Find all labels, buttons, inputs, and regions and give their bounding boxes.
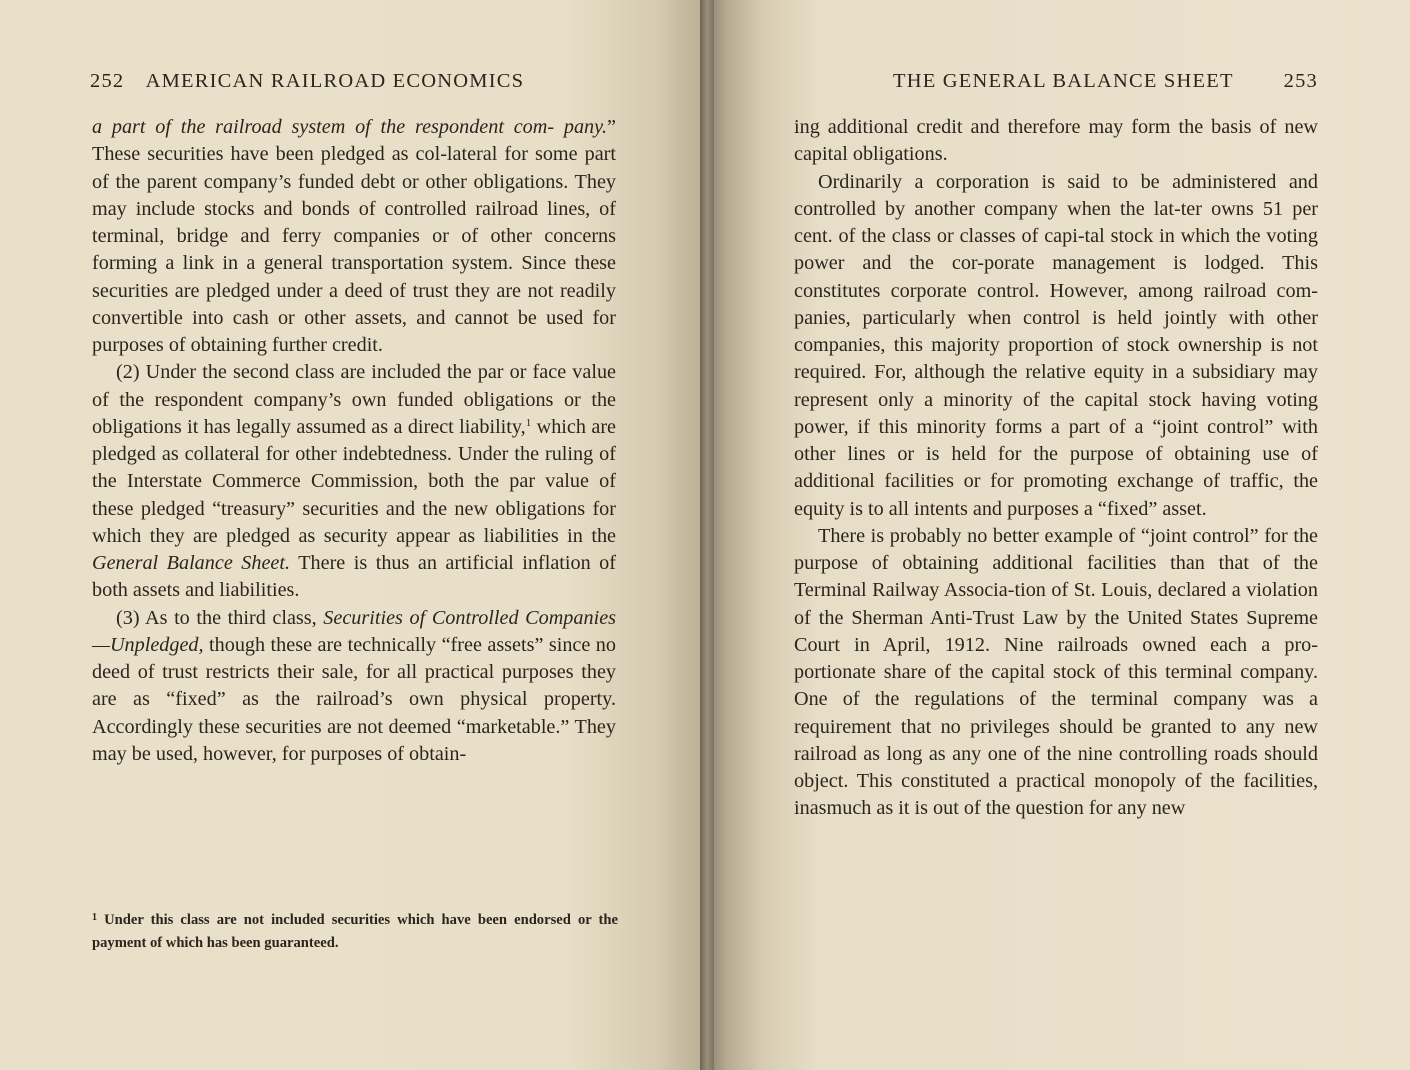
footnote	[92, 906, 618, 955]
left-p1-italic-a: a part of the railroad system of the respondent com-	[92, 116, 555, 138]
left-p2-c: There is thus an artificial inflation of both assets and liabilities.	[92, 552, 616, 602]
left-body-text	[92, 114, 616, 768]
right-page-number: 253	[1283, 70, 1318, 92]
left-p2-a: (2) Under the second class are included the par or face value of the respondent company’s own funded obligations or the obligations it has legally assumed as a direct liability,	[92, 361, 616, 438]
left-paragraph-2	[92, 359, 616, 604]
right-running-head	[893, 66, 1318, 96]
right-body-text	[794, 114, 1318, 823]
book-gutter	[700, 0, 714, 1070]
left-running-title: AMERICAN RAILROAD ECONOMICS	[145, 70, 525, 92]
right-paragraph-2: Ordinarily a corporation is said to be administered and controlled by another company when the lat-ter owns 51 per cent. of the class or classes of capi-tal stock in which the voting power and the cor-porate management is lodged. This constitutes corporate control. However, among railroad com-panies, particularly when control is held jointly with other companies, this majority proportion of stock ownership is not required. For, although the relative equity in a subsidiary may represent only a minority of the capital stock having voting power, if this minority forms a part of a “joint control” with other lines or is held for the purpose of obtaining use of additional facilities or for promoting exchange of traffic, the equity is to all intents and purposes a “fixed” asset.	[794, 170, 1318, 520]
right-running-title: THE GENERAL BALANCE SHEET	[892, 70, 1234, 92]
left-paragraph-1	[92, 114, 616, 359]
left-page-number: 252	[90, 70, 125, 92]
right-paragraph-3: There is probably no better example of “joint control” for the purpose of obtaining additional facilities than that of the Terminal Railway Associa-tion of St. Louis, declared a violation of the Sherman Anti-Trust Law by the United States Supreme Court in April, 1912. Nine railroads owned each a pro-portionate share of the capital stock of this terminal company. One of the regulations of the terminal company was a requirement that no privileges should be granted to any new railroad as long as any one of the nine controlling roads should object. This constituted a practical monopoly of the facilities, inasmuch as it is out of the question for any new	[794, 524, 1318, 820]
left-running-head	[90, 66, 524, 96]
footnote-reference: 1	[525, 416, 532, 429]
right-paragraph-1: ing additional credit and therefore may form the basis of new capital obligations.	[794, 116, 1318, 166]
left-p1-rest: ” These securities have been pledged as col-lateral for some part of the parent company’s funded debt or other obligations. They may include stocks and bonds of controlled railroad lines, of terminal, bridge and ferry companies or of other concerns forming a link in a general transportation system. Since these securities are pledged under a deed of trust they are not readily convertible into cash or other assets, and cannot be used for purposes of obtaining further credit.	[92, 116, 617, 356]
footnote-text: Under this class are not included securities which have been endorsed or the payment of which has been guaranteed.	[92, 912, 618, 951]
left-p2-b: which are pledged as collateral for other indebtedness. Under the ruling of the Interstate Commerce Commission, both the par value of these pledged “treasury” securities and the new obligations for which they are pledged as security appear as liabilities in the	[92, 415, 617, 547]
left-p2-italic: General Balance Sheet.	[92, 552, 291, 574]
left-p3-italic: Securities of Controlled Companies—Unpledged,	[92, 606, 617, 656]
left-p3-b: though these are technically “free assets” since no deed of trust restricts their sale, for all practical purposes they are as “fixed” as the railroad’s own physical property. Accordingly these securities are not deemed “marketable.” They may be used, however, for purposes of obtain-	[92, 633, 616, 765]
left-p1-italic-b: pany.	[563, 116, 608, 138]
left-paragraph-3	[92, 605, 616, 769]
left-p3-a: (3) As to the third class,	[116, 606, 324, 629]
footnote-marker: 1	[92, 912, 97, 923]
